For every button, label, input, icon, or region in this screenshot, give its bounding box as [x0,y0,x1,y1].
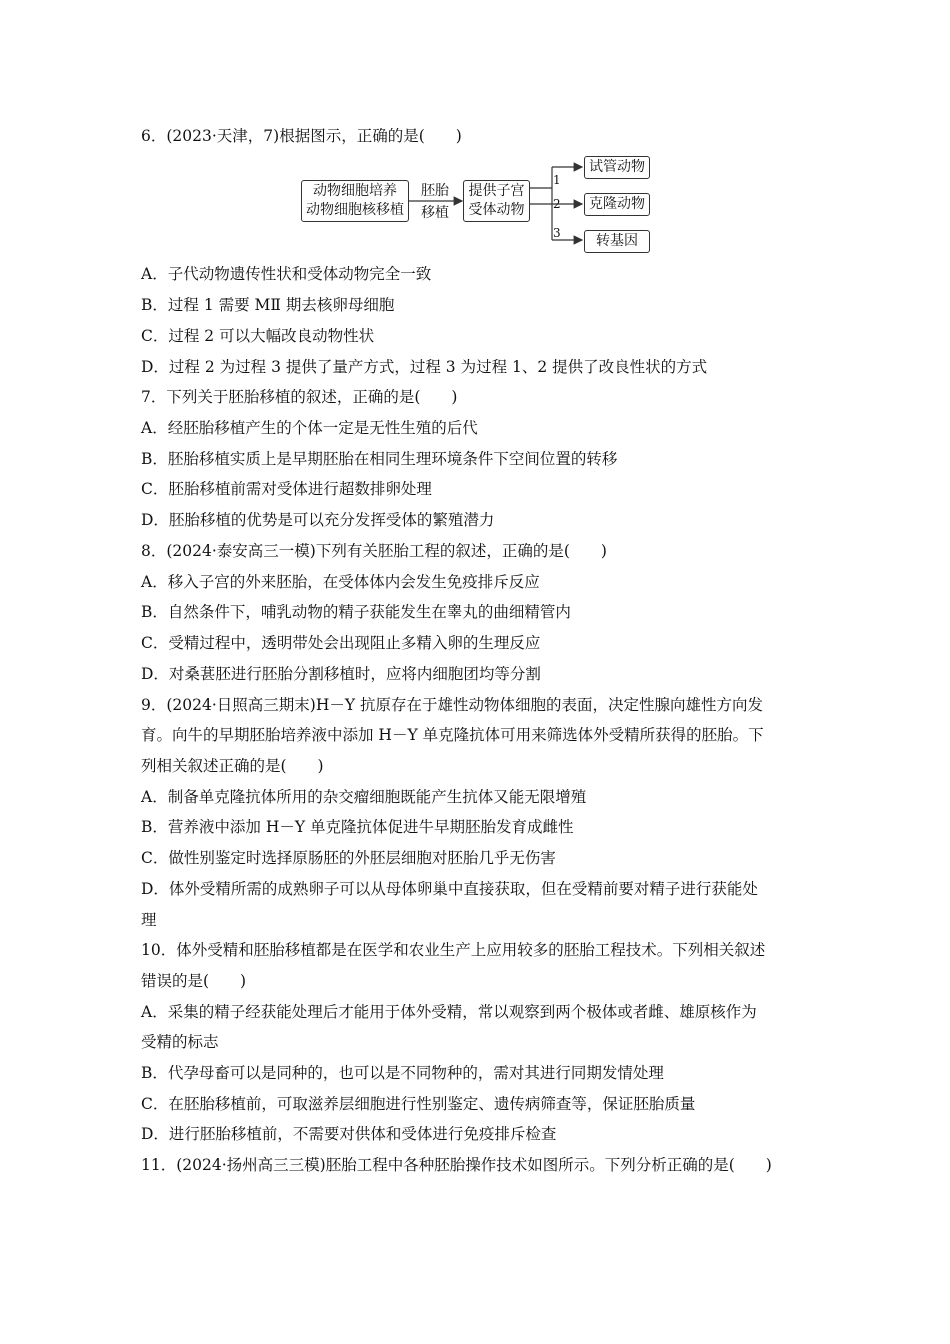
q7-option-d: D．胚胎移植的优势是可以充分发挥受体的繁殖潜力 [141,511,495,529]
q9-stem-line2: 育。向牛的早期胚胎培养液中添加 H－Y 单克隆抗体可用来筛选体外受精所获得的胚胎。下 [141,726,764,744]
q9-option-a: A．制备单克隆抗体所用的杂交瘤细胞既能产生抗体又能无限增殖 [141,788,587,806]
process-num-2: 2 [553,197,561,211]
q10-option-b: B．代孕母畜可以是同种的，也可以是不同物种的，需对其进行同期发情处理 [141,1064,664,1082]
q10-stem-line1: 10．体外受精和胚胎移植都是在医学和农业生产上应用较多的胚胎工程技术。下列相关叙述 [141,941,766,959]
q7-stem: 7．下列关于胚胎移植的叙述，正确的是( ) [141,388,458,406]
q11-stem: 11．(2024·扬州高三三模)胚胎工程中各种胚胎操作技术如图所示。下列分析正确的是( ) [141,1156,772,1174]
q9-option-c: C．做性别鉴定时选择原肠胚的外胚层细胞对胚胎几乎无伤害 [141,849,556,867]
q10-stem-line2: 错误的是( ) [141,972,247,990]
q6-option-c: C．过程 2 可以大幅改良动物性状 [141,327,375,345]
recipient-box-line1: 提供子宫 [468,183,525,199]
q6-option-a: A．子代动物遗传性状和受体动物完全一致 [141,265,432,283]
q7-option-a: A．经胚胎移植产生的个体一定是无性生殖的后代 [141,419,478,437]
q10-option-a-line1: A．采集的精子经获能处理后才能用于体外受精，常以观察到两个极体或者雌、雄原核作为 [141,1003,757,1021]
output-box-transgenic: 转基因 [584,230,650,253]
q10-option-a-line2: 受精的标志 [141,1033,219,1051]
source-box [301,180,409,222]
q10-option-d: D．进行胚胎移植前，不需要对供体和受体进行免疫排斥检查 [141,1125,557,1143]
q6-stem: 6．(2023·天津，7)根据图示，正确的是( ) [141,127,462,145]
q9-option-d-line1: D．体外受精所需的成熟卵子可以从母体卵巢中直接获取，但在受精前要对精子进行获能处 [141,880,758,898]
q9-option-d-line2: 理 [141,911,157,929]
q8-option-c: C．受精过程中，透明带处会出现阻止多精入卵的生理反应 [141,634,541,652]
q10-option-c: C．在胚胎移植前，可取滋养层细胞进行性别鉴定、遗传病筛查等，保证胚胎质量 [141,1095,696,1113]
q8-option-b: B．自然条件下，哺乳动物的精子获能发生在睾丸的曲细精管内 [141,603,571,621]
process-num-1: 1 [553,173,561,187]
source-box-line1: 动物细胞培养 [313,183,397,199]
output-box-test-tube: 试管动物 [584,156,650,179]
q9-option-b: B．营养液中添加 H－Y 单克隆抗体促进牛早期胚胎发育成雌性 [141,818,574,836]
transplant-label [414,182,456,223]
q9-stem-line3: 列相关叙述正确的是( ) [141,757,324,775]
output-box-clone: 克隆动物 [584,193,650,216]
q6-option-b: B．过程 1 需要 MⅡ 期去核卵母细胞 [141,296,395,314]
q8-option-a: A．移入子宫的外来胚胎，在受体体内会发生免疫排斥反应 [141,573,540,591]
recipient-box-line2: 受体动物 [468,202,525,218]
transplant-label-line1: 胚胎 [421,183,449,199]
q6-option-d: D．过程 2 为过程 3 提供了量产方式，过程 3 为过程 1、2 提供了改良性状的方式 [141,358,708,376]
source-box-line2: 动物细胞核移植 [306,202,404,218]
transplant-label-line2: 移植 [421,205,449,221]
q9-stem-line1: 9．(2024·日照高三期末)H－Y 抗原存在于雄性动物体细胞的表面，决定性腺向雄性方向发 [141,696,764,714]
q8-stem: 8．(2024·泰安高三一模)下列有关胚胎工程的叙述，正确的是( ) [141,542,607,560]
q8-option-d: D．对桑葚胚进行胚胎分割移植时，应将内细胞团均等分割 [141,665,541,683]
q7-option-c: C．胚胎移植前需对受体进行超数排卵处理 [141,480,432,498]
recipient-box [463,180,530,222]
process-num-3: 3 [553,226,561,240]
q7-option-b: B．胚胎移植实质上是早期胚胎在相同生理环境条件下空间位置的转移 [141,450,618,468]
